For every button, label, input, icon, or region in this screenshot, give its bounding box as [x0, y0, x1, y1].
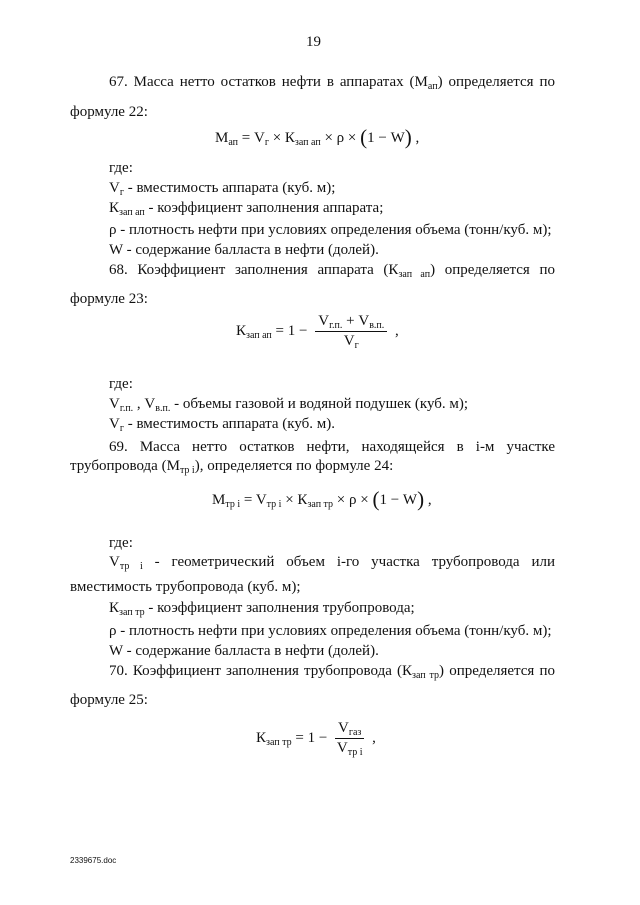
definition-vg: $V_г$ - вместимость аппарата (куб. м); — [109, 180, 336, 198]
definition-vgp-vvp: $V_{г.п.}$ , $V_{в.п.}$ - объемы газовой и водяной подушек (куб. м); — [109, 396, 469, 414]
fraction-25: $\frac{V_{газ}}{V_{тр i}}$ — [336, 720, 363, 758]
paragraph-69-line1: 69. Масса нетто остатков нефти, находящейся в i-м участке — [109, 439, 555, 455]
definition-kzap-tr: $К_{зап тр}$ - коэффициент заполнения трубопровода; — [109, 600, 415, 618]
paragraph-68-line1: 68. Коэффициент заполнения аппарата $(К_{зап ап})$ определяется по — [109, 262, 555, 280]
definition-vg-2: $V_г$ - вместимость аппарата (куб. м). — [109, 416, 336, 434]
where-label-3: где: — [109, 535, 133, 551]
paragraph-69-line2: трубопровода $(М_{тр i})$, определяется по формуле 24: — [70, 458, 394, 476]
definition-w-2: W - содержание балласта в нефти (долей). — [109, 643, 379, 659]
footer-filename: 2339675.doc — [70, 856, 117, 865]
definition-vtri-line1: $V_{тр i}$ - геометрический объем i-го участка трубопровода или — [109, 554, 555, 572]
definition-rho-1: ρ - плотность нефти при условиях определения объема (тонн/куб. м); — [109, 222, 552, 238]
paragraph-70-line1: 70. Коэффициент заполнения трубопровода $(К_{зап тр})$ определяется по — [109, 663, 555, 681]
where-label-1: где: — [109, 160, 133, 176]
paragraph-67-line2: формуле 22: — [70, 104, 148, 120]
formula-23: $К_{зап ап} = 1$ − $\frac{V_{г.п.} + V_{в.п.}}{V_г}$ , — [236, 313, 399, 351]
formula-22: $М_{ап} = V_г \times К_{зап ап} \times \rho \times (1 - W)$ , — [215, 125, 420, 149]
definition-w-1: W - содержание балласта в нефти (долей). — [109, 242, 379, 258]
definition-rho-2: ρ - плотность нефти при условиях определения объема (тонн/куб. м); — [109, 623, 552, 639]
definition-kzap-ap: $К_{зап ап}$ - коэффициент заполнения аппарата; — [109, 200, 384, 218]
fraction-23: $\frac{V_{г.п.} + V_{в.п.}}{V_г}$ — [315, 313, 387, 350]
formula-24: $М_{тр i} = V_{тр i} \times К_{зап тр} \times \rho \times (1 - W)$ , — [212, 487, 432, 511]
paragraph-68-line2: формуле 23: — [70, 291, 148, 307]
definition-vtri-line2: вместимость трубопровода (куб. м); — [70, 579, 301, 595]
where-label-2: где: — [109, 376, 133, 392]
formula-25: $К_{зап тр} = 1$ − $\frac{V_{газ}}{V_{тр i}}$ , — [256, 720, 376, 758]
paragraph-70-line2: формуле 25: — [70, 692, 148, 708]
page-number: 19 — [306, 34, 321, 50]
paragraph-67-line1: 67. Масса нетто остатков нефти в аппаратах $(М_{ап})$ определяется по — [109, 74, 555, 92]
